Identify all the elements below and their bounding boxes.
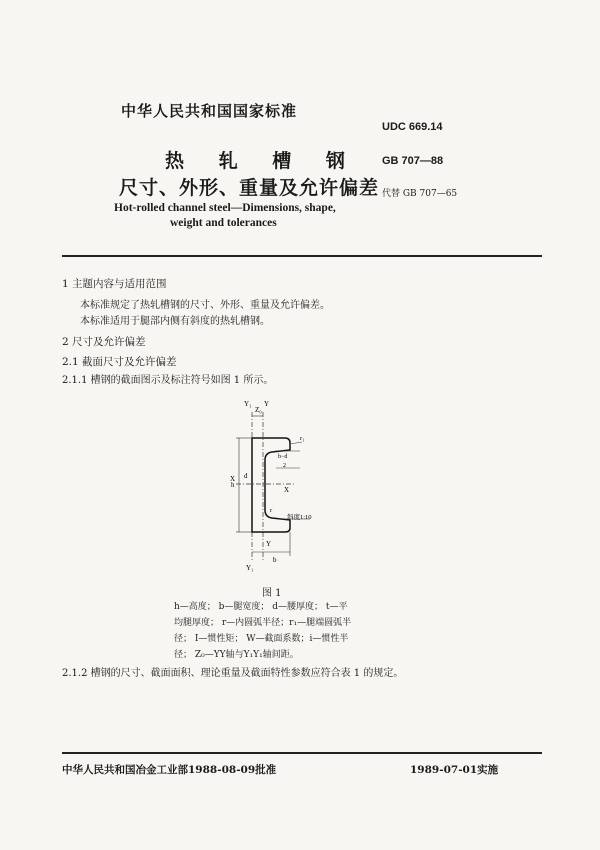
standard-org-heading: 中华人民共和国国家标准 bbox=[121, 102, 298, 120]
figure-legend-line-3: 径； I—惯性矩； W—截面系数；i—惯性半 bbox=[174, 634, 349, 644]
label-r1: r₁ bbox=[300, 435, 305, 442]
section-2-heading: 2 尺寸及允许偏差 bbox=[62, 336, 146, 348]
label-b: b bbox=[273, 556, 277, 564]
label-h: h bbox=[231, 481, 235, 489]
figure-legend-line-1: h—高度； b—腿宽度； d—腰厚度； t—平 bbox=[174, 602, 348, 612]
label-z0: Z₀ bbox=[255, 406, 262, 414]
gb-number: GB 707—88 bbox=[382, 155, 444, 167]
replaces-note: 代替 GB 707—65 bbox=[382, 189, 458, 199]
label-slope: 斜度1:10 bbox=[287, 514, 312, 521]
label-y1-bottom: Y₁ bbox=[246, 564, 254, 572]
channel-section-diagram bbox=[200, 392, 340, 575]
figure-legend-line-4: 径； Z₀—YY轴与Y₁Y₁轴间距。 bbox=[174, 650, 299, 660]
label-y1-top: Y₁ bbox=[244, 400, 252, 408]
label-r: r bbox=[270, 507, 273, 514]
section-1-para-2: 本标准适用于腿部内侧有斜度的热轧槽钢。 bbox=[80, 316, 270, 327]
title-en-line1: Hot-rolled channel steel—Dimensions, shape, bbox=[114, 202, 336, 214]
label-y-bottom: Y bbox=[266, 540, 272, 548]
label-y-top: Y bbox=[264, 400, 270, 408]
section-1-para-1: 本标准规定了热轧槽钢的尺寸、外形、重量及允许偏差。 bbox=[80, 300, 330, 311]
footer-rule bbox=[62, 752, 542, 754]
section-2-1-1-text: 2.1.1 槽钢的截面图示及标注符号如图 1 所示。 bbox=[62, 375, 274, 386]
section-1-heading: 1 主题内容与适用范围 bbox=[62, 278, 167, 290]
figure-caption: 图 1 bbox=[262, 588, 282, 599]
title-cn-line2: 尺寸、外形、重量及允许偏差 bbox=[119, 177, 380, 199]
title-en-line2: weight and tolerances bbox=[170, 217, 277, 229]
figure-legend-line-2: 均腿厚度； r—内圆弧半径；r₁—腿端圆弧半 bbox=[174, 618, 352, 628]
udc-number: UDC 669.14 bbox=[382, 121, 443, 133]
label-d: d bbox=[244, 472, 248, 480]
effective-date: 1989-07-01实施 bbox=[410, 764, 499, 776]
title-cn-line1: 热 轧 槽 钢 bbox=[165, 150, 359, 172]
section-2-1-heading: 2.1 截面尺寸及允许偏差 bbox=[62, 356, 177, 368]
approval-note: 中华人民共和国冶金工业部1988-08-09批准 bbox=[62, 764, 277, 776]
section-2-1-2-text: 2.1.2 槽钢的尺寸、截面面积、理论重量及截面特性参数应符合表 1 的规定。 bbox=[62, 668, 404, 679]
label-x-left: X bbox=[230, 475, 236, 483]
label-two: 2 bbox=[283, 463, 286, 469]
label-b-minus-d: b−d bbox=[278, 454, 288, 460]
header-rule bbox=[62, 255, 542, 257]
label-x-right: X bbox=[284, 486, 290, 494]
